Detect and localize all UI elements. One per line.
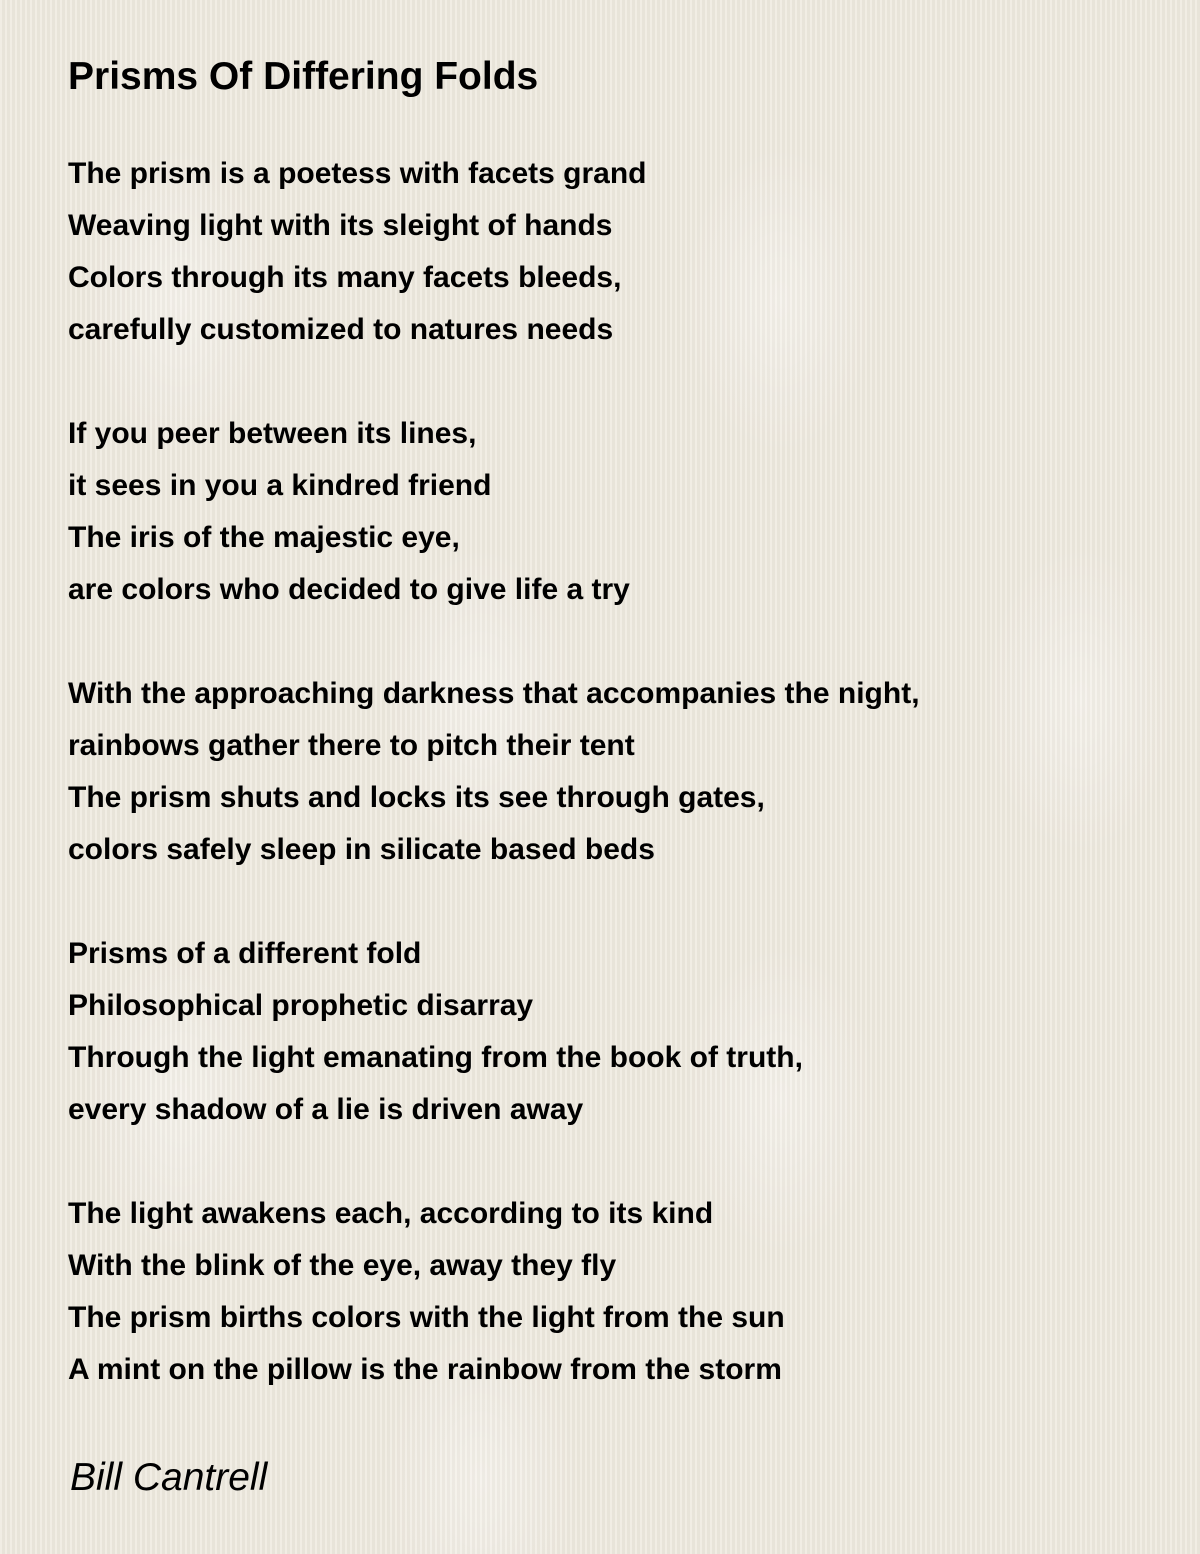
poem-author: Bill Cantrell: [70, 1456, 268, 1499]
poem-line: A mint on the pillow is the rainbow from the storm: [68, 1353, 782, 1386]
poem-line: With the approaching darkness that accompanies the night,: [68, 677, 920, 710]
stanza-3: [68, 668, 1148, 876]
poem-line: Through the light emanating from the book of truth,: [68, 1041, 803, 1074]
poem-line: The prism shuts and locks its see through gates,: [68, 781, 765, 814]
stanza-4: [68, 928, 1148, 1136]
poem-line: rainbows gather there to pitch their tent: [68, 729, 635, 762]
poem-line: If you peer between its lines,: [68, 417, 477, 450]
poem-title: Prisms Of Differing Folds: [68, 55, 539, 98]
poem-line: Philosophical prophetic disarray: [68, 989, 534, 1022]
poem-line: The prism births colors with the light from the sun: [68, 1301, 785, 1334]
stanza-1: [68, 148, 1148, 356]
poem-line: every shadow of a lie is driven away: [68, 1093, 584, 1126]
poem-line: are colors who decided to give life a try: [68, 573, 630, 606]
poem-line: Prisms of a different fold: [68, 937, 422, 970]
stanza-2: [68, 408, 1148, 616]
poem-body: [68, 148, 1148, 1448]
poem-line: it sees in you a kindred friend: [68, 469, 492, 502]
poem-line: The iris of the majestic eye,: [68, 521, 460, 554]
stanza-5: [68, 1188, 1148, 1396]
poem-line: carefully customized to natures needs: [68, 313, 614, 346]
poem-line: Colors through its many facets bleeds,: [68, 261, 622, 294]
poem-line: colors safely sleep in silicate based beds: [68, 833, 655, 866]
poem-line: With the blink of the eye, away they fly: [68, 1249, 617, 1282]
poem-line: The light awakens each, according to its kind: [68, 1197, 714, 1230]
poem-line: Weaving light with its sleight of hands: [68, 209, 613, 242]
poem-line: The prism is a poetess with facets grand: [68, 157, 647, 190]
